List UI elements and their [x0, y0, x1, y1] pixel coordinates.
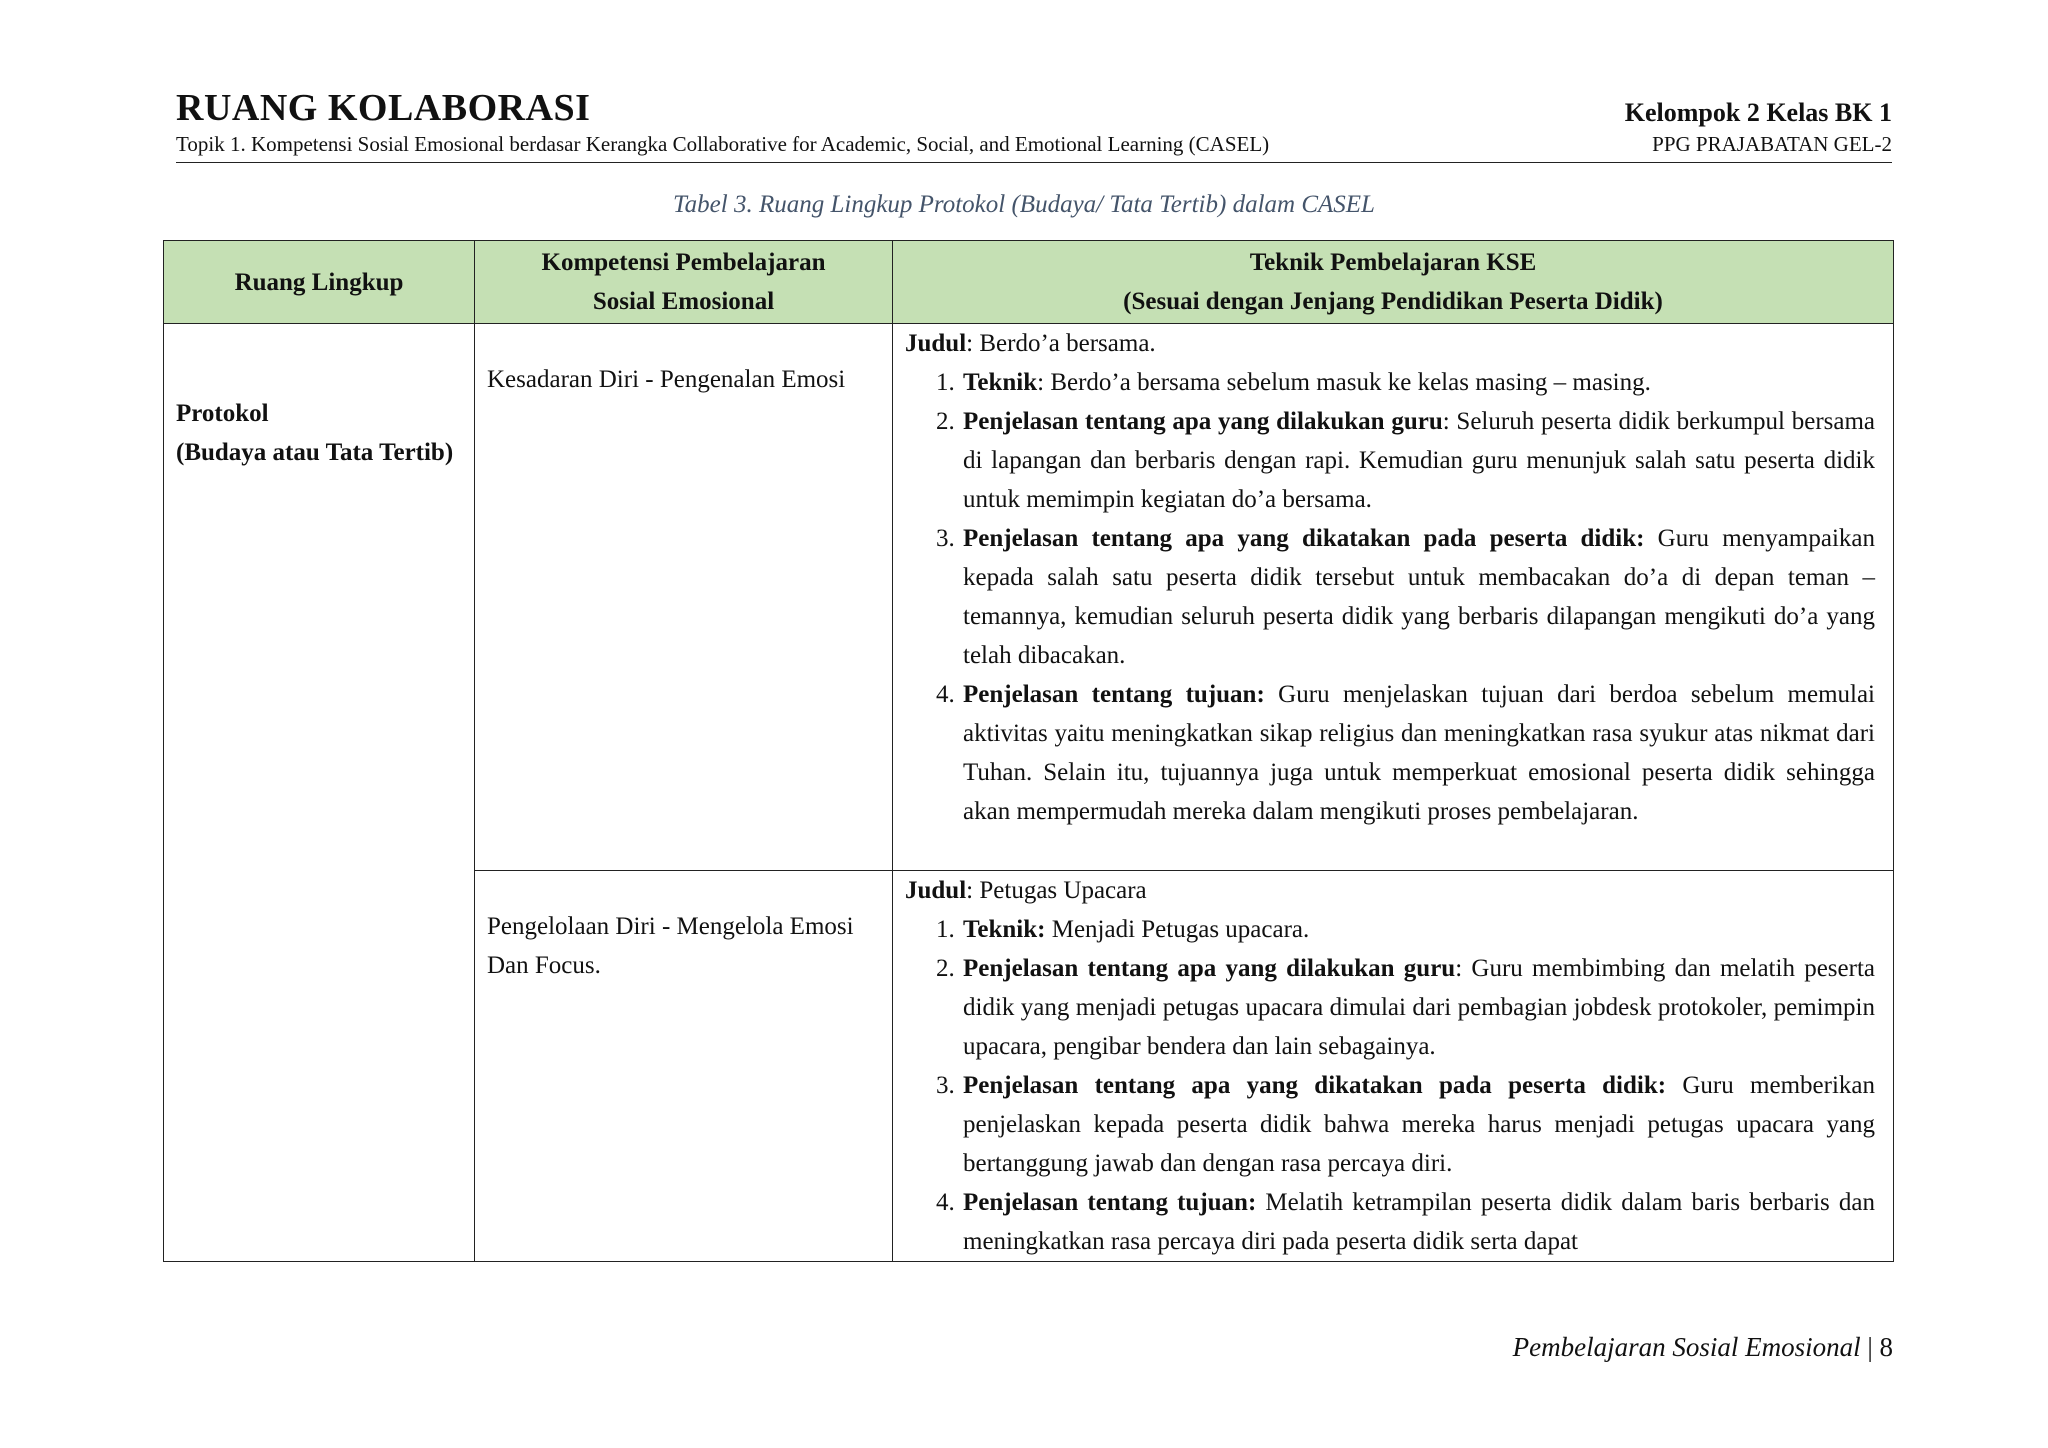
- list-item: 1. Teknik: Menjadi Petugas upacara.: [961, 910, 1875, 949]
- header-competency: [475, 241, 893, 324]
- page-number: 8: [1879, 1332, 1893, 1362]
- table-caption: Tabel 3. Ruang Lingkup Protokol (Budaya/ Tata Tertib) dalam CASEL: [673, 191, 1375, 218]
- competency-cell: Kesadaran Diri - Pengenalan Emosi: [475, 324, 893, 871]
- technique-cell: [893, 324, 1894, 871]
- table-header-row: [164, 241, 1894, 324]
- header-technique-line1: Teknik Pembelajaran KSE: [1249, 249, 1537, 276]
- list-item: 3. Penjelasan tentang apa yang dikatakan pada peserta didik: Guru memberikan penjelaskan kepada peserta didik bahwa mereka harus menjadi petugas upacara yang bertanggung jawab dan dengan rasa percaya diri.: [961, 1066, 1875, 1183]
- scope-cell: [164, 324, 475, 1262]
- technique-steps: [905, 363, 1875, 831]
- document-title: RUANG KOLABORASI: [176, 87, 591, 129]
- program-label: PPG PRAJABATAN GEL-2: [1652, 132, 1892, 156]
- footer-separator: |: [1860, 1332, 1880, 1362]
- header-divider: [176, 162, 1892, 163]
- casel-table: [163, 240, 1894, 1262]
- technique-title: Judul: Petugas Upacara: [905, 877, 1147, 904]
- technique-title: Judul: Berdo’a bersama.: [905, 330, 1156, 357]
- table-row: [164, 324, 1894, 871]
- list-item: 3. Penjelasan tentang apa yang dikatakan pada peserta didik: Guru menyampaikan kepada salah satu peserta didik tersebut untuk membacakan do’a di depan teman – temannya, kemudian seluruh peserta didik yang berbaris dilapangan mengikuti do’a yang telah dibacakan.: [961, 519, 1875, 675]
- list-item: 1. Teknik: Berdo’a bersama sebelum masuk ke kelas masing – masing.: [961, 363, 1875, 402]
- header-scope: Ruang Lingkup: [164, 241, 475, 324]
- footer-title: Pembelajaran Sosial Emosional: [1512, 1332, 1861, 1362]
- header-technique: [893, 241, 1894, 324]
- technique-steps: [905, 910, 1875, 1261]
- header-technique-line2: (Sesuai dengan Jenjang Pendidikan Peserta Didik): [1123, 288, 1663, 315]
- page-footer: [1513, 1332, 1893, 1363]
- list-item: 2. Penjelasan tentang apa yang dilakukan guru: Guru membimbing dan melatih peserta didik yang menjadi petugas upacara dimulai dari pembagian jobdesk protokoler, pemimpin upacara, pengibar bendera dan lain sebagainya.: [961, 949, 1875, 1066]
- list-item: 2. Penjelasan tentang apa yang dilakukan guru: Seluruh peserta didik berkumpul bersama di lapangan dan berbaris dengan rapi. Kemudian guru menunjuk salah satu peserta didik untuk memimpin kegiatan do’a bersama.: [961, 402, 1875, 519]
- header-competency-line1: Kompetensi Pembelajaran: [541, 249, 826, 276]
- technique-cell: [893, 871, 1894, 1262]
- header-competency-line2: Sosial Emosional: [592, 288, 775, 315]
- list-item: 4. Penjelasan tentang tujuan: Guru menjelaskan tujuan dari berdoa sebelum memulai aktivitas yaitu meningkatkan sikap religius dan meningkatkan rasa syukur atas nikmat dari Tuhan. Selain itu, tujuannya juga untuk memperkuat emosional peserta didik sehingga akan mempermudah mereka dalam mengikuti proses pembelajaran.: [961, 675, 1875, 831]
- scope-description: (Budaya atau Tata Tertib): [176, 439, 454, 466]
- scope-name: Protokol: [176, 400, 269, 427]
- group-label: Kelompok 2 Kelas BK 1: [1624, 98, 1892, 127]
- competency-cell: Pengelolaan Diri - Mengelola Emosi Dan Focus.: [475, 871, 893, 1262]
- list-item: 4. Penjelasan tentang tujuan: Melatih ketrampilan peserta didik dalam baris berbaris dan meningkatkan rasa percaya diri pada peserta didik serta dapat: [961, 1183, 1875, 1261]
- topic-subtitle: Topik 1. Kompetensi Sosial Emosional berdasar Kerangka Collaborative for Academic, Social, and Emotional Learning (CASEL): [176, 132, 1270, 156]
